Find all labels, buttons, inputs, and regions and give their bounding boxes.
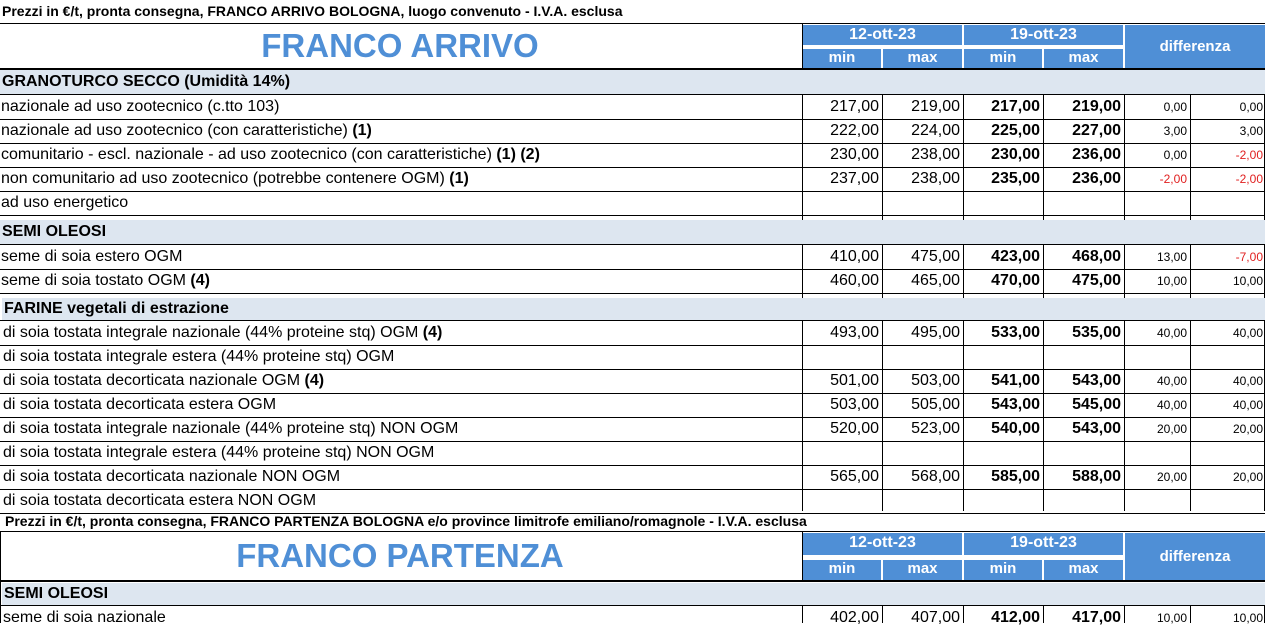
t2-val-max1: 407,00	[911, 609, 960, 626]
t2-min-header-1: min	[803, 560, 881, 580]
diff-min: 40,00	[1156, 398, 1187, 412]
val-min-2: 217,00	[991, 98, 1040, 115]
val-max-2: 227,00	[1072, 122, 1121, 139]
row-note: (1) (2)	[496, 146, 540, 163]
table-row	[0, 393, 1265, 417]
table-row	[0, 441, 1265, 465]
t2-diff-max: 10,00	[1232, 611, 1263, 625]
table-row	[0, 345, 1265, 369]
diff-min: 0,00	[1163, 148, 1187, 162]
table-row	[0, 369, 1265, 393]
diff-max: 40,00	[1232, 398, 1263, 412]
t2-max-header-2: max	[1044, 560, 1123, 580]
row-note: (4)	[190, 272, 210, 289]
val-min-1: 460,00	[830, 272, 879, 289]
val-min-2: 543,00	[991, 396, 1040, 413]
diff-min: 40,00	[1156, 326, 1187, 340]
diff-header: differenza	[1125, 25, 1265, 68]
table-row	[0, 465, 1265, 489]
val-min-2: 423,00	[991, 248, 1040, 265]
val-min-1: 237,00	[830, 170, 879, 187]
row-label: seme di soia estero OGM	[1, 248, 183, 265]
t2-row	[0, 606, 1265, 630]
row-note: (1)	[352, 122, 372, 139]
val-max-1: 475,00	[911, 248, 960, 265]
row-label: di soia tostata integrale estera (44% proteine stq) NON OGM	[3, 444, 435, 461]
val-min-2: 585,00	[991, 468, 1040, 485]
diff-max: -7,00	[1235, 250, 1263, 264]
val-max-2: 468,00	[1072, 248, 1121, 265]
row-label: di soia tostata decorticata estera NON OGM	[3, 492, 317, 509]
row-label: seme di soia tostato OGM (4)	[1, 272, 210, 289]
val-max-1: 238,00	[911, 170, 960, 187]
row-label: nazionale ad uso zootecnico (c.tto 103)	[1, 98, 280, 115]
diff-max: 10,00	[1232, 274, 1263, 288]
row-label: di soia tostata integrale estera (44% proteine stq) OGM	[3, 348, 395, 365]
top-caption: Prezzi in €/t, pronta consegna, FRANCO ARRIVO BOLOGNA, luogo convenuto - I.V.A. esclusa	[2, 3, 623, 19]
t2-date-col-2: 19-ott-23	[964, 533, 1123, 555]
bottom-caption: Prezzi in €/t, pronta consegna, FRANCO PARTENZA BOLOGNA e/o province limitrofe emiliano/romagnole - I.V.A. esclusa	[5, 513, 807, 529]
row-note: (4)	[304, 372, 325, 389]
val-min-1: 520,00	[830, 420, 879, 437]
val-max-2: 535,00	[1072, 324, 1121, 341]
row-label: comunitario - escl. nazionale - ad uso zootecnico (con caratteristiche) (1) (2)	[1, 146, 540, 163]
val-max-1: 568,00	[911, 468, 960, 485]
row-label: di soia tostata integrale nazionale (44% proteine stq) OGM (4)	[3, 324, 443, 341]
section-granoturco: GRANOTURCO SECCO (Umidità 14%)	[0, 70, 1265, 94]
max-header-2: max	[1044, 49, 1123, 68]
val-max-1: 224,00	[911, 122, 960, 139]
row-note: (4)	[422, 324, 443, 341]
val-min-2: 540,00	[991, 420, 1040, 437]
diff-max: 3,00	[1239, 124, 1263, 138]
table-row	[0, 119, 1265, 143]
val-min-1: 565,00	[830, 468, 879, 485]
diff-min: 13,00	[1156, 250, 1187, 264]
val-max-1: 465,00	[911, 272, 960, 289]
row-label: ad uso energetico	[1, 194, 129, 211]
table-row	[0, 489, 1265, 513]
diff-min: -2,00	[1159, 172, 1187, 186]
t2-row-label: seme di soia nazionale	[3, 609, 166, 626]
val-min-1: 410,00	[830, 248, 879, 265]
t2-val-min1: 402,00	[830, 609, 879, 626]
val-max-2: 236,00	[1072, 170, 1121, 187]
table-row	[0, 321, 1265, 345]
val-max-2: 475,00	[1072, 272, 1121, 289]
row-label: non comunitario ad uso zootecnico (potrebbe contenere OGM) (1)	[1, 170, 469, 187]
val-max-2: 236,00	[1072, 146, 1121, 163]
val-max-1: 238,00	[911, 146, 960, 163]
row-label: nazionale ad uso zootecnico (con caratteristiche) (1)	[1, 122, 372, 139]
table-row	[0, 167, 1265, 191]
row-label: di soia tostata integrale nazionale (44% proteine stq) NON OGM	[3, 420, 459, 437]
val-max-2: 588,00	[1072, 468, 1121, 485]
date-col-2: 19-ott-23	[964, 25, 1123, 45]
min-header-2: min	[964, 49, 1042, 68]
diff-min: 0,00	[1163, 100, 1187, 114]
t2-date-col-1: 12-ott-23	[803, 533, 962, 555]
date-col-1: 12-ott-23	[803, 25, 962, 45]
diff-max: 40,00	[1232, 326, 1263, 340]
diff-max: 20,00	[1232, 470, 1263, 484]
val-min-1: 503,00	[830, 396, 879, 413]
t2-val-min2: 412,00	[991, 609, 1040, 626]
row-label: di soia tostata decorticata estera OGM	[3, 396, 277, 413]
diff-max: -2,00	[1235, 172, 1263, 186]
val-min-1: 230,00	[830, 146, 879, 163]
val-min-2: 470,00	[991, 272, 1040, 289]
t2-section-semi-oleosi: SEMI OLEOSI	[2, 583, 1265, 605]
table-row	[0, 269, 1265, 293]
table-row	[0, 95, 1265, 119]
val-min-1: 222,00	[830, 122, 879, 139]
val-min-2: 230,00	[991, 146, 1040, 163]
row-note: (1)	[449, 170, 469, 187]
max-header-1: max	[883, 49, 962, 68]
t2-diff-header: differenza	[1125, 533, 1265, 580]
val-min-1: 217,00	[830, 98, 879, 115]
val-max-2: 543,00	[1072, 372, 1121, 389]
val-min-2: 541,00	[991, 372, 1040, 389]
diff-min: 20,00	[1156, 422, 1187, 436]
table-row	[0, 245, 1265, 269]
val-max-1: 505,00	[911, 396, 960, 413]
val-min-2: 533,00	[991, 324, 1040, 341]
diff-max: 0,00	[1239, 100, 1263, 114]
diff-min: 20,00	[1156, 470, 1187, 484]
val-min-2: 235,00	[991, 170, 1040, 187]
franco-arrivo-title: FRANCO ARRIVO	[261, 27, 539, 64]
diff-min: 10,00	[1156, 274, 1187, 288]
val-max-1: 523,00	[911, 420, 960, 437]
val-max-2: 545,00	[1072, 396, 1121, 413]
val-max-1: 503,00	[911, 372, 960, 389]
val-max-1: 495,00	[911, 324, 960, 341]
val-min-2: 225,00	[991, 122, 1040, 139]
t2-val-max2: 417,00	[1072, 609, 1121, 626]
section-semi-oleosi: SEMI OLEOSI	[0, 220, 1265, 244]
table-row	[0, 143, 1265, 167]
val-max-2: 543,00	[1072, 420, 1121, 437]
table-row	[0, 191, 1265, 215]
t2-min-header-2: min	[964, 560, 1042, 580]
diff-max: 20,00	[1232, 422, 1263, 436]
diff-max: 40,00	[1232, 374, 1263, 388]
diff-max: -2,00	[1235, 148, 1263, 162]
table-row	[0, 417, 1265, 441]
diff-min: 3,00	[1163, 124, 1187, 138]
min-header-1: min	[803, 49, 881, 68]
val-min-1: 493,00	[830, 324, 879, 341]
diff-min: 40,00	[1156, 374, 1187, 388]
val-min-1: 501,00	[830, 372, 879, 389]
section-farine: FARINE vegetali di estrazione	[2, 298, 1265, 320]
row-label: di soia tostata decorticata nazionale NON OGM	[3, 468, 341, 485]
franco-partenza-title: FRANCO PARTENZA	[236, 537, 564, 574]
t2-max-header-1: max	[883, 560, 962, 580]
val-max-2: 219,00	[1072, 98, 1121, 115]
val-max-1: 219,00	[911, 98, 960, 115]
t2-diff-min: 10,00	[1156, 611, 1187, 625]
row-label: di soia tostata decorticata nazionale OGM (4)	[3, 372, 325, 389]
